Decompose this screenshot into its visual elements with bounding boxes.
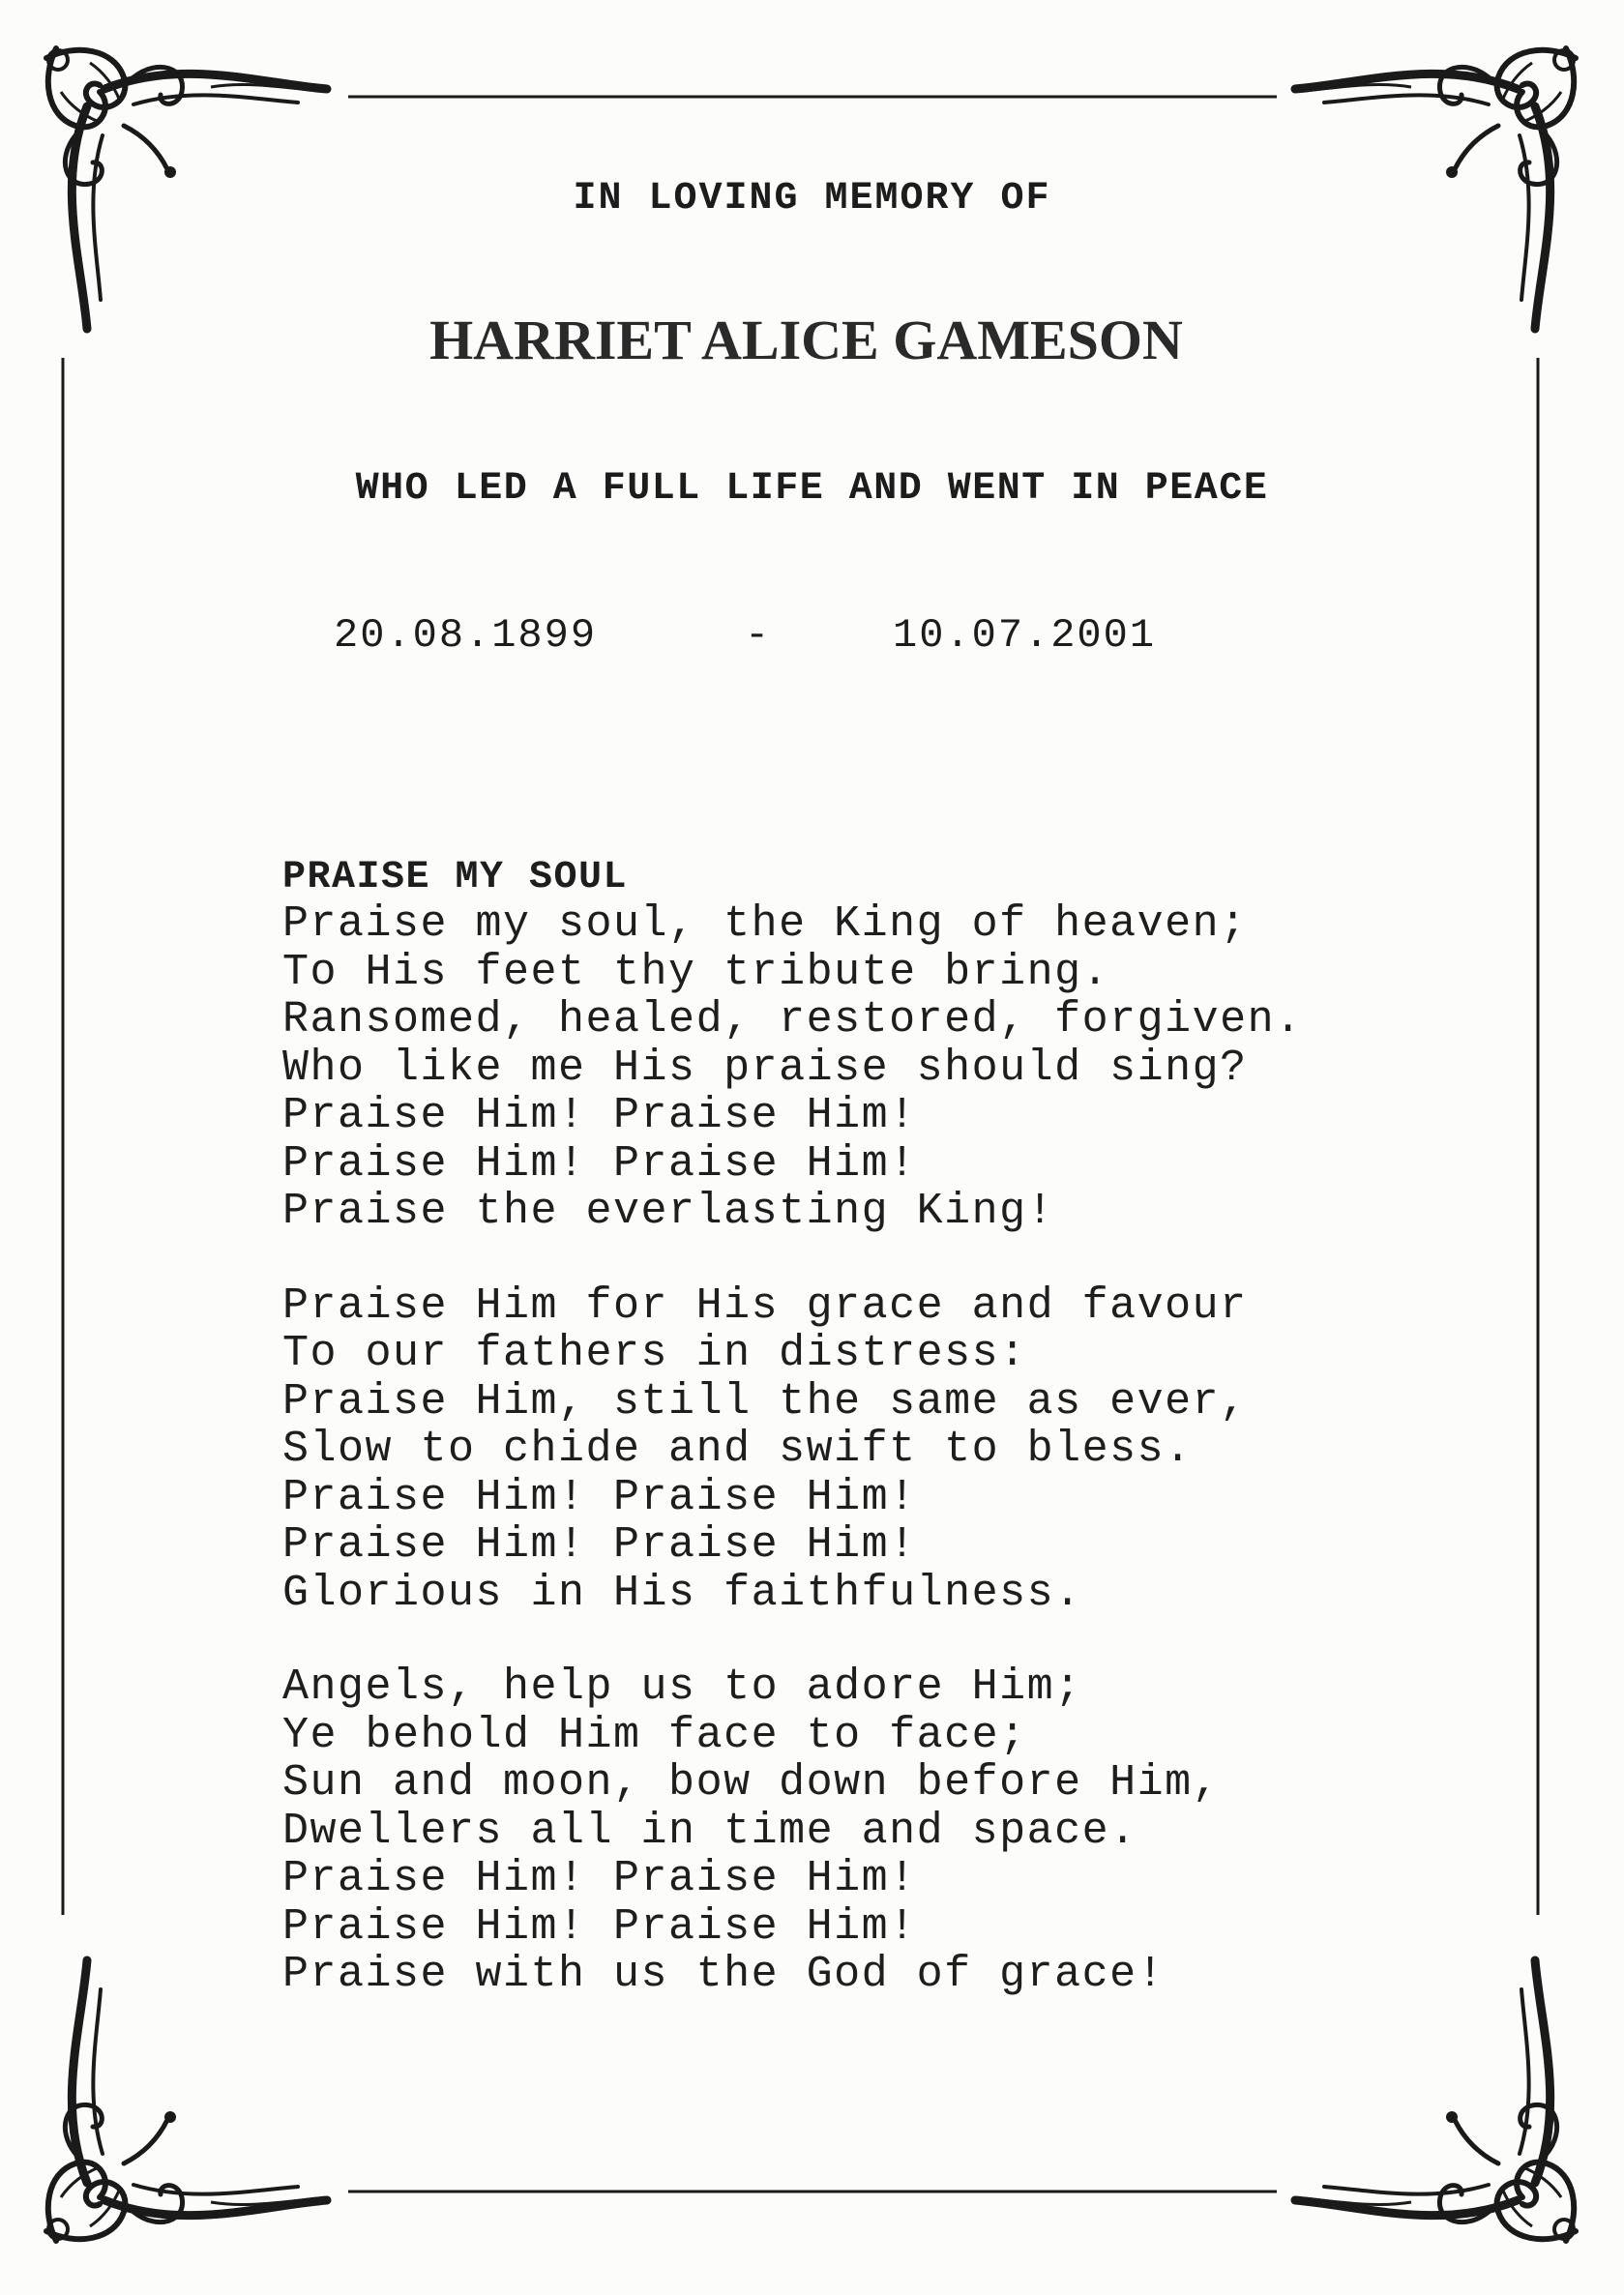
- flourish-corner-icon: [1295, 1960, 1576, 2241]
- hymn-line: To His feet thy tribute bring.: [282, 947, 1110, 997]
- hymn-line: Who like me His praise should sing?: [282, 1043, 1248, 1093]
- hymn-line: Slow to chide and swift to bless.: [282, 1425, 1193, 1474]
- hymn-title: PRAISE MY SOUL: [282, 856, 629, 899]
- birth-date: 20.08.1899: [334, 612, 598, 659]
- hymn-line: Angels, help us to adore Him;: [282, 1662, 1082, 1712]
- hymn-line: Praise Him, still the same as ever,: [282, 1376, 1248, 1427]
- hymn-line: Praise Him! Praise Him!: [282, 1901, 917, 1952]
- verse-spacer: [282, 1236, 1303, 1282]
- date-separator: -: [745, 612, 772, 659]
- hymn-line: Praise Him for His grace and favour: [282, 1280, 1248, 1331]
- memorial-heading: IN LOVING MEMORY OF: [573, 177, 1051, 221]
- hymn: [282, 856, 1303, 1999]
- hymn-line: Praise Him! Praise Him!: [282, 1520, 917, 1570]
- flourish-corner-icon: [46, 1960, 327, 2241]
- hymn-line: Ye behold Him face to face;: [282, 1710, 1027, 1760]
- hymn-line: Praise Him! Praise Him!: [282, 1854, 917, 1903]
- hymn-line: Ransomed, healed, restored, forgiven.: [282, 995, 1303, 1045]
- deceased-name: HARRIET ALICE GAMESON: [429, 309, 1183, 371]
- hymn-verse: [282, 1663, 1303, 1999]
- hymn-line: Praise Him! Praise Him!: [282, 1472, 917, 1522]
- hymn-line: Praise the everlasting King!: [282, 1187, 1055, 1236]
- hymn-line: Glorious in His faithfulness.: [282, 1568, 1082, 1618]
- hymn-line: Dwellers all in time and space.: [282, 1806, 1137, 1856]
- hymn-line: Praise Him! Praise Him!: [282, 1091, 917, 1140]
- memorial-subtitle: WHO LED A FULL LIFE AND WENT IN PEACE: [355, 467, 1269, 511]
- hymn-line: Praise Him! Praise Him!: [282, 1138, 917, 1189]
- hymn-line: Praise my soul, the King of heaven;: [282, 899, 1248, 949]
- death-date: 10.07.2001: [893, 612, 1157, 659]
- hymn-verse: [282, 900, 1303, 1236]
- hymn-line: To our fathers in distress:: [282, 1329, 1027, 1378]
- hymn-line: Praise with us the God of grace!: [282, 1950, 1166, 1999]
- verse-spacer: [282, 1617, 1303, 1663]
- hymn-line: Sun and moon, bow down before Him,: [282, 1758, 1221, 1808]
- hymn-verse: [282, 1282, 1303, 1618]
